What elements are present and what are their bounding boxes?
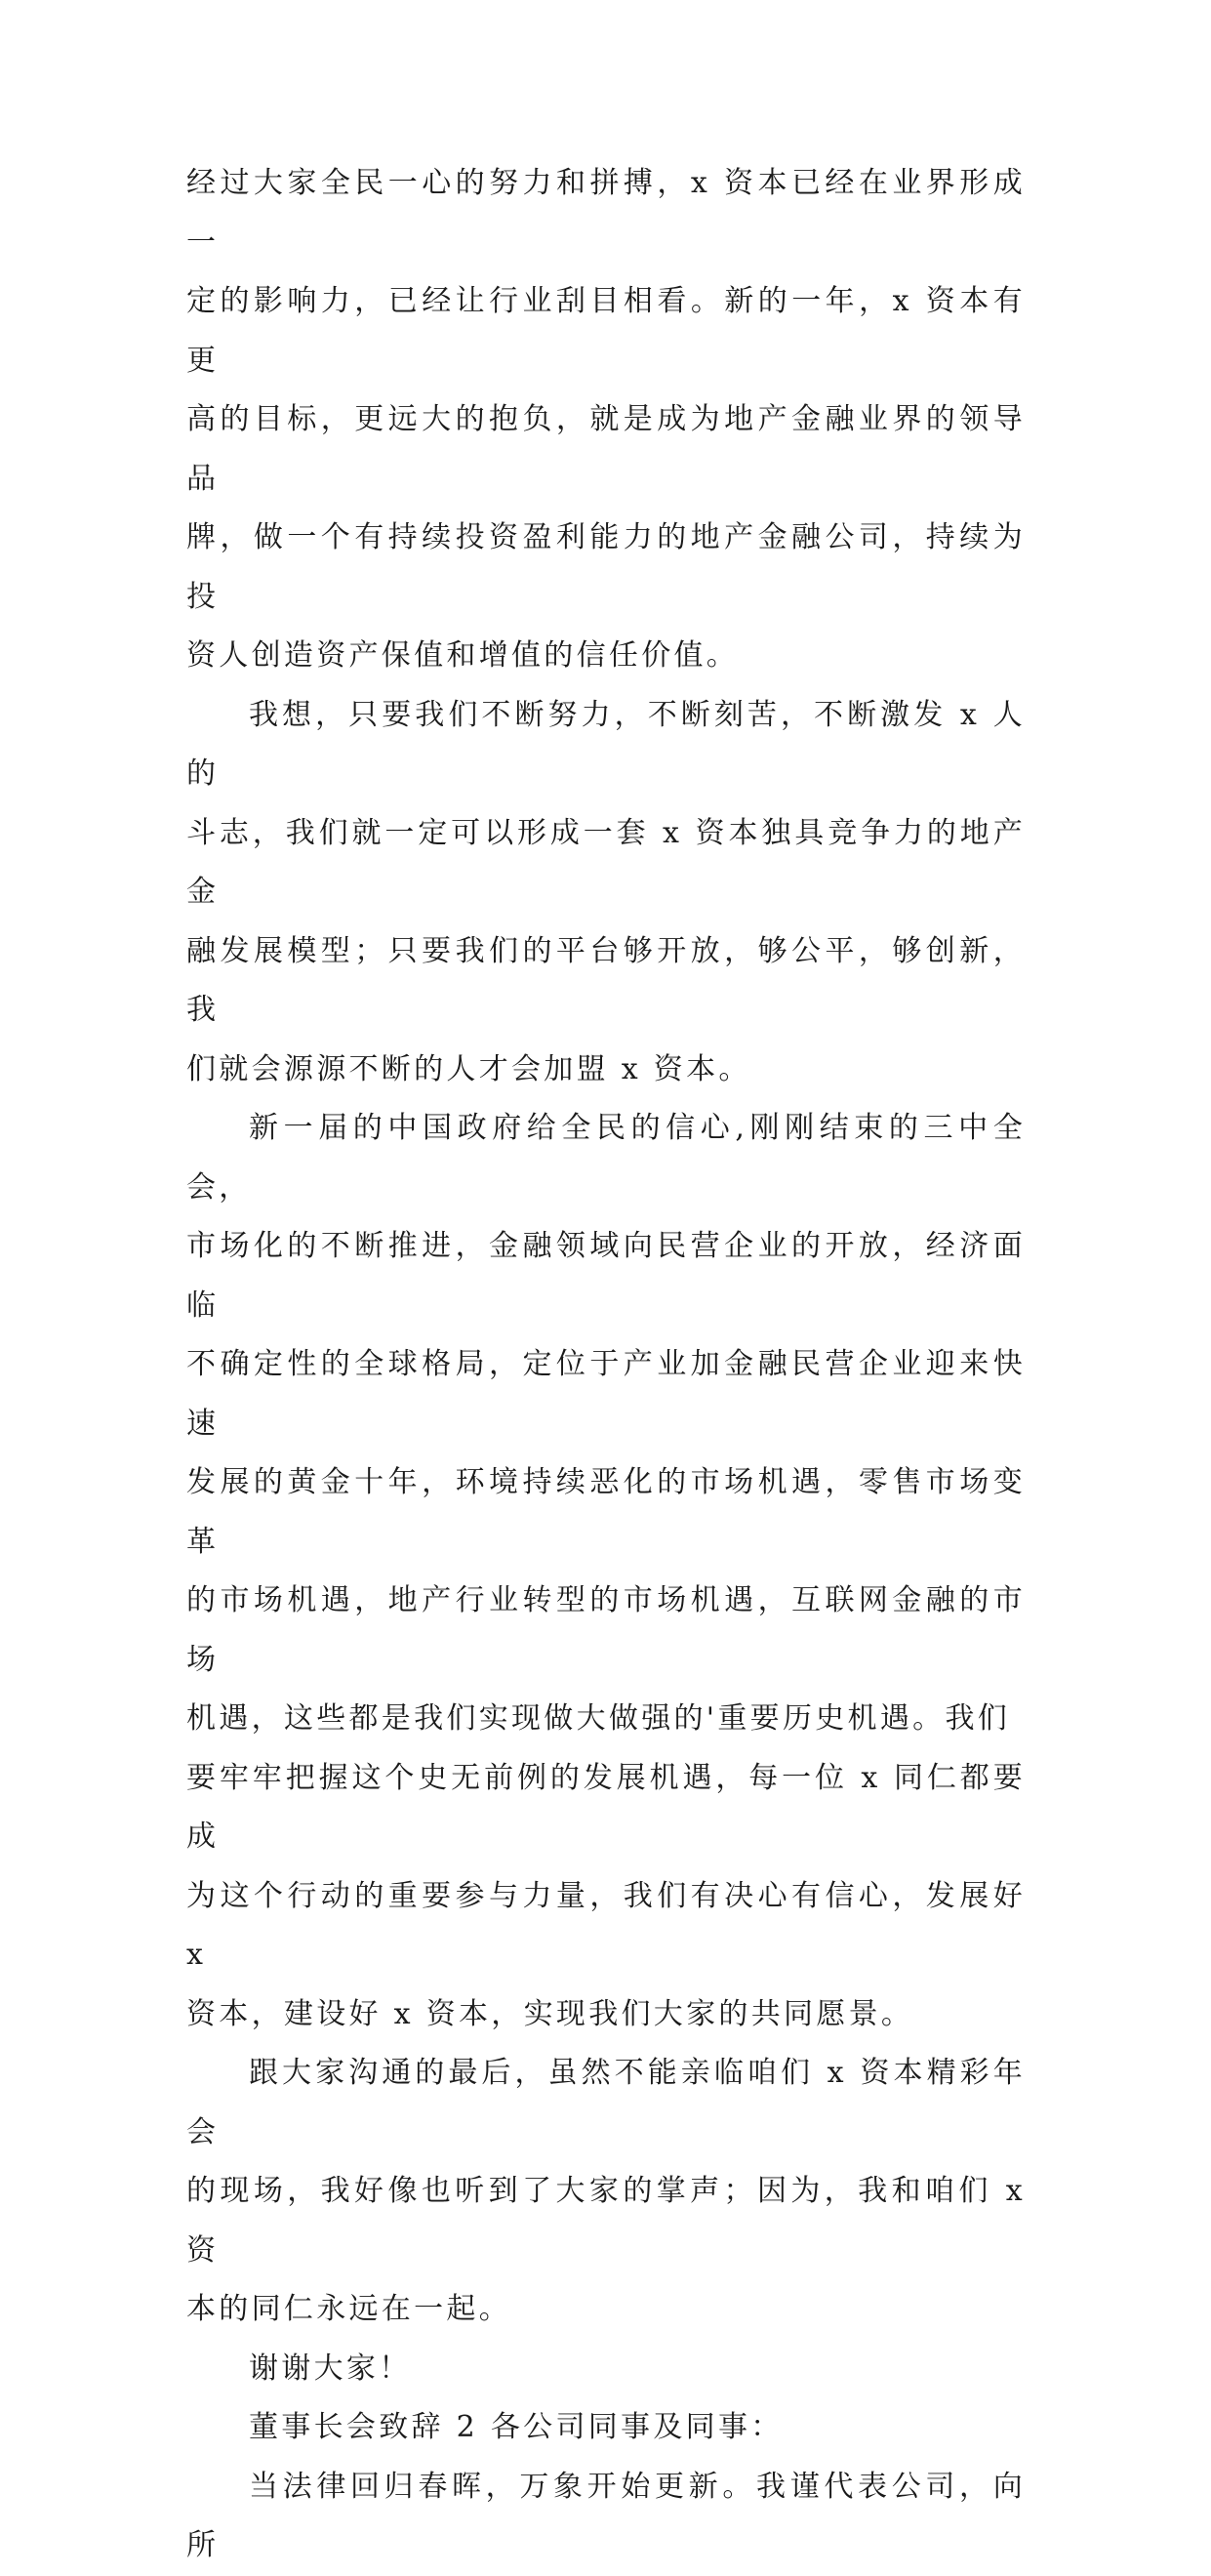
text-line: 融发展模型；只要我们的平台够开放，够公平，够创新，我 [186,933,1026,1027]
text-line: 斗志，我们就一定可以形成一套 x 资本独具竞争力的地产金 [186,815,1026,909]
text-line: 谢谢大家！ [249,2351,412,2386]
text-line: 要牢牢把握这个史无前例的发展机遇，每一位 x 同仁都要成 [186,1760,1026,1854]
text-line: 我想，只要我们不断努力，不断刻苦，不断激发 x 人的 [186,697,1026,791]
text-line: 资人创造资产保值和增值的信任价值。 [186,638,740,673]
text-line: 不确定性的全球格局，定位于产业加金融民营企业迎来快速 [186,1347,1026,1441]
paragraph-speech-heading [186,2398,1026,2458]
text-line: 的市场机遇，地产行业转型的市场机遇，互联网金融的市场 [186,1583,1026,1677]
text-line: 发展的黄金十年，环境持续恶化的市场机遇，零售市场变革 [186,1465,1026,1559]
text-line: 跟大家沟通的最后，虽然不能亲临咱们 x 资本精彩年会 [186,2056,1026,2149]
paragraph-speech-opening [186,2458,1026,2576]
text-line: 资本，建设好 x 资本，实现我们大家的共同愿景。 [186,1996,914,2031]
text-line: 本的同仁永远在一起。 [186,2292,511,2326]
text-line: 为这个行动的重要参与力量，我们有决心有信心，发展好 x [186,1878,1026,1972]
text-line: 机遇，这些都是我们实现做大做强的'重要历史机遇。我们 [186,1701,1011,1736]
text-line: 市场化的不断推进，金融领域向民营企业的开放，经济面临 [186,1229,1026,1323]
text-line: 经过大家全民一心的努力和拼搏，x 资本已经在业界形成一 [186,166,1026,260]
text-line: 高的目标，更远大的抱负，就是成为地产金融业界的领导品 [186,402,1026,496]
text-line: 们就会源源不断的人才会加盟 x 资本。 [186,1051,751,1086]
text-line: 的现场，我好像也听到了大家的掌声；因为，我和咱们 x 资 [186,2174,1026,2268]
text-line: 董事长会致辞 2 各公司同事及同事： [249,2410,784,2444]
paragraph-1 [186,154,1026,686]
text-line: 牌，做一个有持续投资盈利能力的地产金融公司，持续为投 [186,520,1026,614]
paragraph-4 [186,2044,1026,2340]
paragraph-3 [186,1099,1026,2044]
document-body [186,154,1026,2576]
text-line: 新一届的中国政府给全民的信心,刚刚结束的三中全会， [186,1111,1026,1205]
paragraph-2 [186,686,1026,1100]
paragraph-thanks [186,2340,1026,2399]
text-line: 当法律回归春晖，万象开始更新。我谨代表公司，向所 [186,2469,1026,2562]
text-line: 定的影响力，已经让行业刮目相看。新的一年，x 资本有更 [186,284,1026,378]
